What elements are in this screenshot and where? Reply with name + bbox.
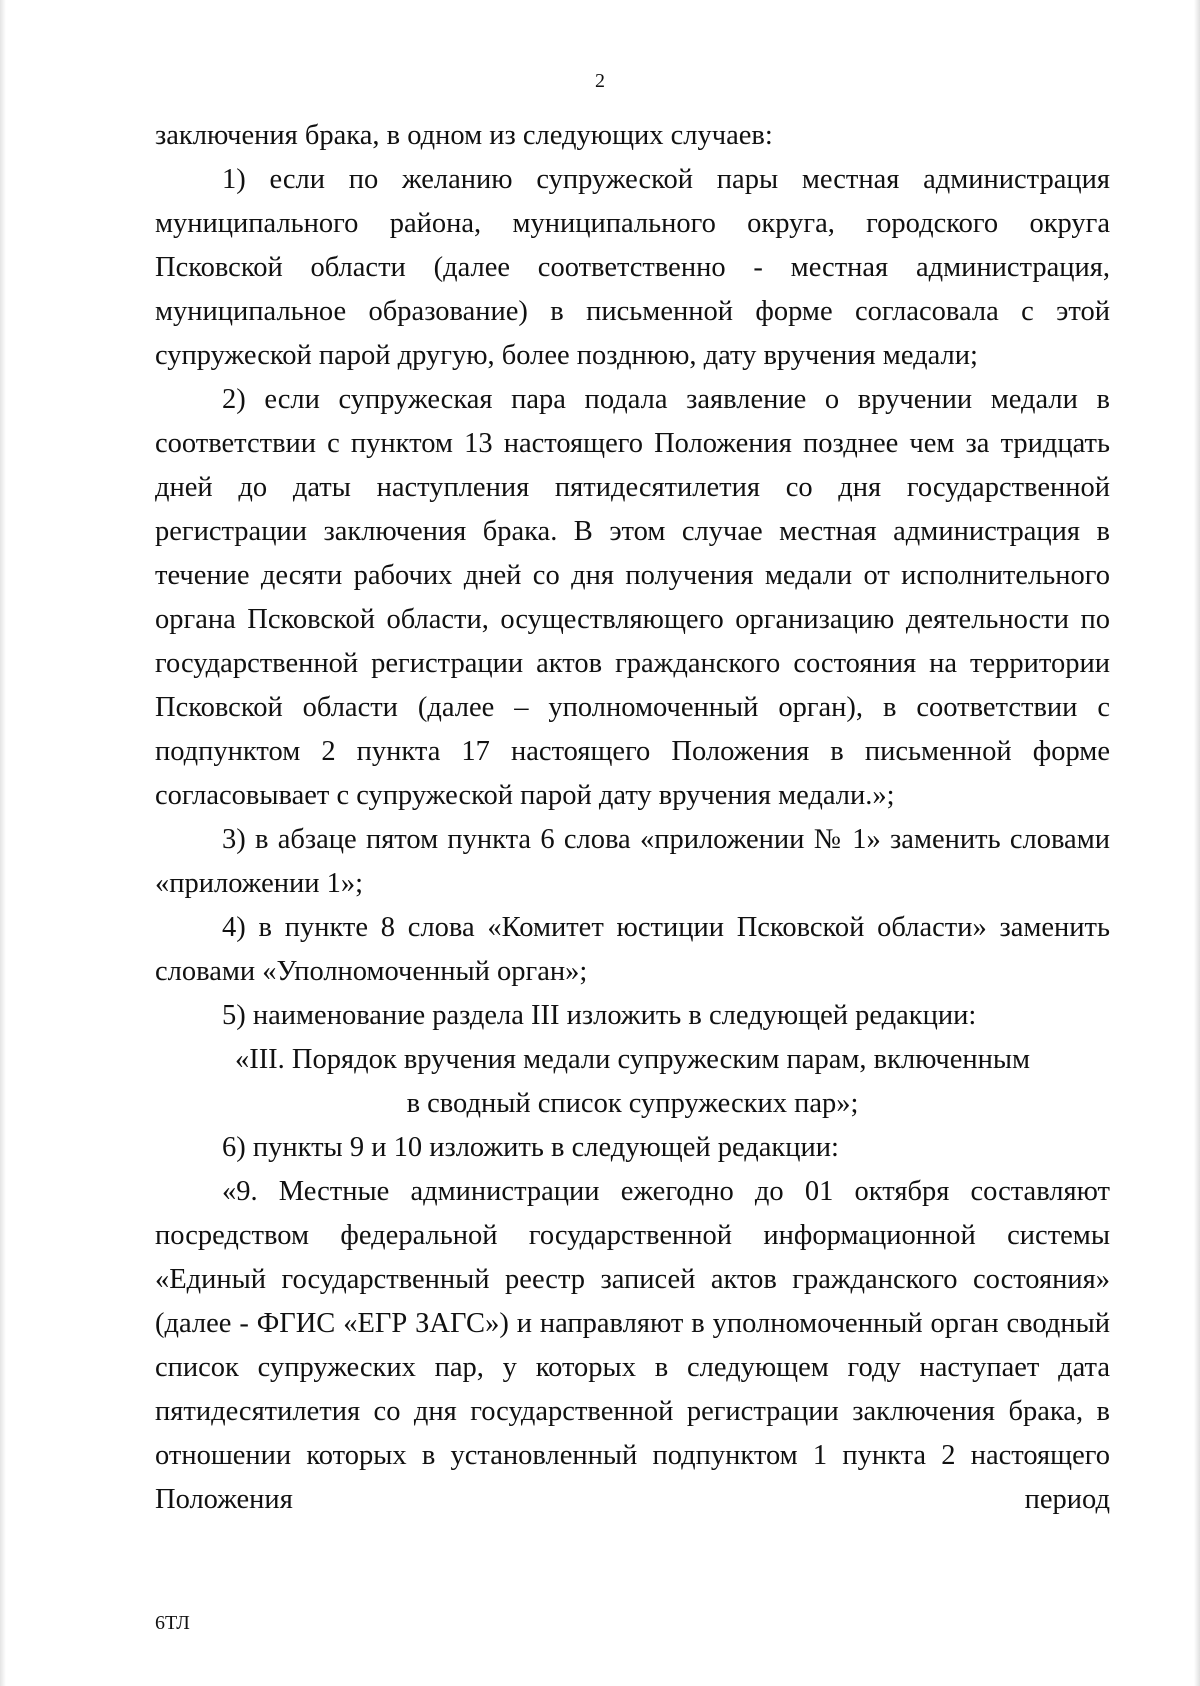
section-heading-line-1: «III. Порядок вручения медали супружеским парам, включенным (234, 1044, 1031, 1075)
paragraph-item-3: 3) в абзаце пятом пункта 6 слова «приложении № 1» заменить словами «приложении 1»; (155, 824, 1110, 899)
paragraph-item-5: 5) наименование раздела III изложить в следующей редакции: (222, 1000, 977, 1031)
section-heading-line-2: в сводный список супружеских пар»; (406, 1088, 859, 1119)
paragraph-item-4: 4) в пункте 8 слова «Комитет юстиции Псковской области» заменить словами «Уполномоченный орган»; (155, 912, 1110, 987)
footer-code: 6ТЛ (155, 1612, 190, 1634)
document-body (155, 114, 1110, 1522)
scan-edge-left (0, 0, 6, 1686)
paragraph-item-2: 2) если супружеская пара подала заявление о вручении медали в соответствии с пунктом 13 настоящего Положения позднее чем за тридцать дней до даты наступления пятидесятилетия со дня государственной регистрации заключения брака. В этом случае местная администрация в течение десяти рабочих дней со дня получения медали от исполнительного органа Псковской области, осуществляющего организацию деятельности по государственной регистрации актов гражданского состояния на территории Псковской области (далее – уполномоченный орган), в соответствии с подпунктом 2 пункта 17 настоящего Положения в письменной форме согласовывает с супружеской парой дату вручения медали.»; (155, 384, 1110, 811)
paragraph-clause-9: «9. Местные администрации ежегодно до 01 октября составляют посредством федеральной государственной информационной системы «Единый государственный реестр записей актов гражданского состояния» (далее - ФГИС «ЕГР ЗАГС») и направляют в уполномоченный орган сводный список супружеских пар, у которых в следующем году наступает дата пятидесятилетия со дня государственной регистрации заключения брака, в отношении которых в установленный подпунктом 1 пункта 2 настоящего Положения период (155, 1176, 1110, 1515)
scan-edge-right (1194, 0, 1200, 1686)
page-number: 2 (595, 70, 605, 92)
paragraph-continuation: заключения брака, в одном из следующих случаев: (155, 120, 773, 151)
paragraph-item-6: 6) пункты 9 и 10 изложить в следующей редакции: (222, 1132, 839, 1163)
paragraph-item-1: 1) если по желанию супружеской пары местная администрация муниципального района, муниципального округа, городского округа Псковской области (далее соответственно - местная администрация, муниципальное образование) в письменной форме согласовала с этой супружеской парой другую, более позднюю, дату вручения медали; (155, 164, 1110, 371)
